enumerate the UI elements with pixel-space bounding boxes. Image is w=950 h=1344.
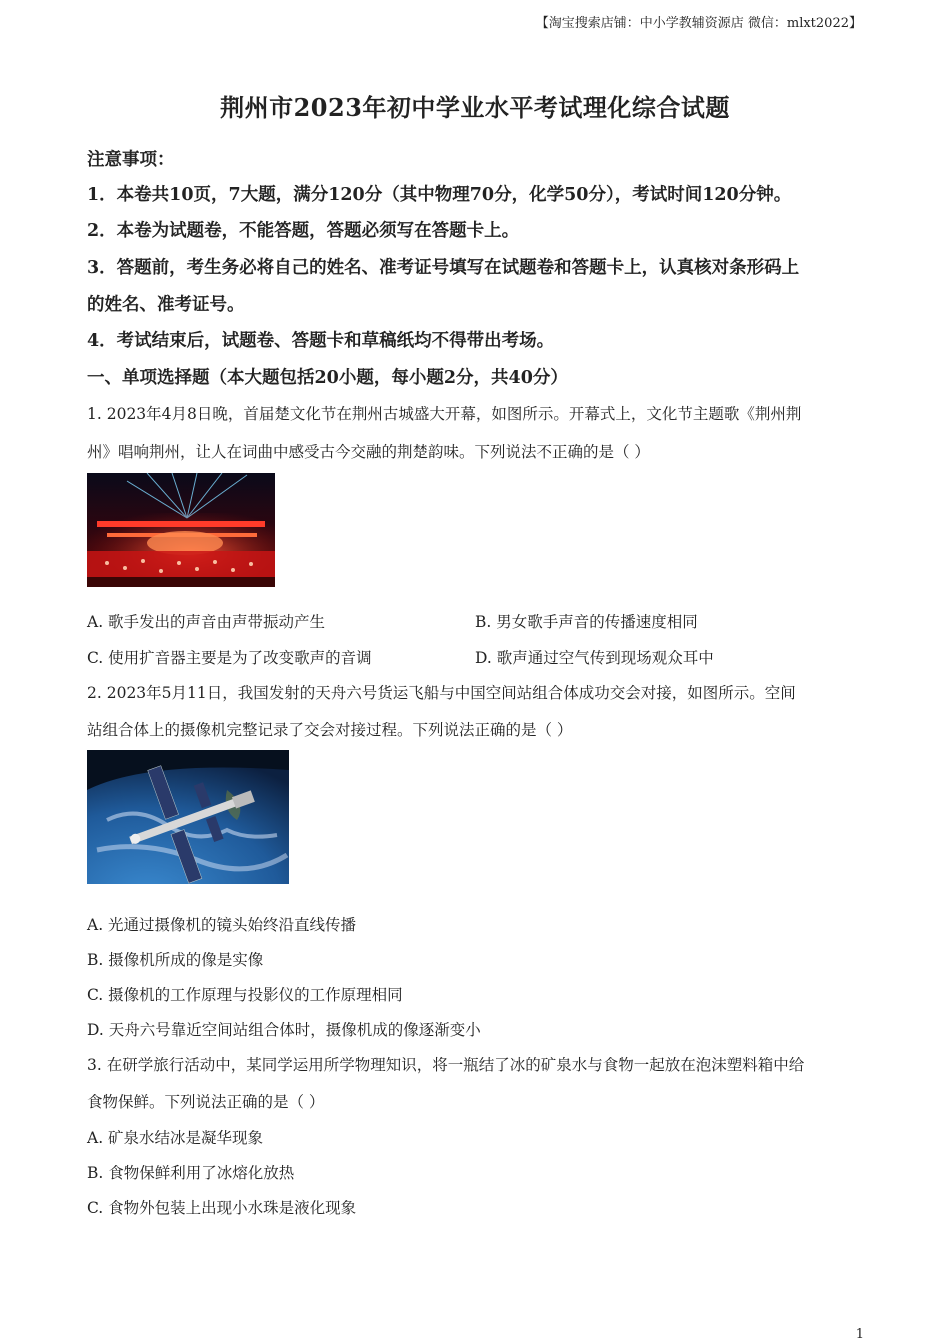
page-title: 荆州市2023年初中学业水平考试理化综合试题 [220, 93, 730, 122]
question-1-stem: 1. 2023年4月8日晚，首届楚文化节在荆州古城盛大开幕，如图所示。开幕式上，文化节主题歌《荆州荆 [87, 405, 802, 423]
question-1-option-b: B. 男女歌手声音的传播速度相同 [475, 613, 698, 631]
header-note: 【淘宝搜索店铺：中小学教辅资源店 微信：mlxt2022】 [535, 16, 862, 31]
question-1-stem: 州》唱响荆州，让人在词曲中感受古今交融的荆楚韵味。下列说法不正确的是（ ） [87, 443, 650, 461]
question-2-option-a: A. 光通过摄像机的镜头始终沿直线传播 [87, 916, 357, 934]
question-1-option-d: D. 歌声通过空气传到现场观众耳中 [475, 649, 714, 667]
notice-heading: 注意事项： [87, 150, 175, 170]
question-2-stem: 站组合体上的摄像机完整记录了交会对接过程。下列说法正确的是（ ） [87, 721, 573, 739]
question-1-option-a: A. 歌手发出的声音由声带振动产生 [87, 613, 326, 631]
question-3-option-c: C. 食物外包装上出现小水珠是液化现象 [87, 1199, 357, 1217]
page-number: 1 [855, 1327, 864, 1342]
section-heading: 一、单项选择题（本大题包括20小题，每小题2分，共40分） [87, 368, 568, 388]
space-station-photo [87, 750, 289, 884]
question-2-option-c: C. 摄像机的工作原理与投影仪的工作原理相同 [87, 986, 403, 1004]
question-3-stem: 3. 在研学旅行活动中，某同学运用所学物理知识，将一瓶结了冰的矿泉水与食物一起放在泡沫塑料箱中给 [87, 1056, 805, 1074]
notice-item: 的姓名、准考证号。 [87, 295, 245, 315]
notice-item: 1．本卷共10页，7大题，满分120分（其中物理70分，化学50分），考试时间120分钟。 [87, 185, 792, 205]
notice-item: 2．本卷为试题卷，不能答题，答题必须写在答题卡上。 [87, 221, 520, 241]
question-2-option-d: D. 天舟六号靠近空间站组合体时，摄像机成的像逐渐变小 [87, 1021, 481, 1039]
question-3-option-a: A. 矿泉水结冰是凝华现象 [87, 1129, 264, 1147]
question-1-option-c: C. 使用扩音器主要是为了改变歌声的音调 [87, 649, 372, 667]
question-3-option-b: B. 食物保鲜利用了冰熔化放热 [87, 1164, 295, 1182]
notice-item: 4．考试结束后，试题卷、答题卡和草稿纸均不得带出考场。 [87, 331, 555, 351]
notice-item: 3．答题前，考生务必将自己的姓名、准考证号填写在试题卷和答题卡上，认真核对条形码上 [87, 258, 800, 278]
question-2-option-b: B. 摄像机所成的像是实像 [87, 951, 264, 969]
question-3-stem: 食物保鲜。下列说法正确的是（ ） [87, 1093, 325, 1111]
festival-stage-photo [87, 473, 275, 587]
question-2-stem: 2. 2023年5月11日，我国发射的天舟六号货运飞船与中国空间站组合体成功交会对接，如图所示。空间 [87, 684, 796, 702]
